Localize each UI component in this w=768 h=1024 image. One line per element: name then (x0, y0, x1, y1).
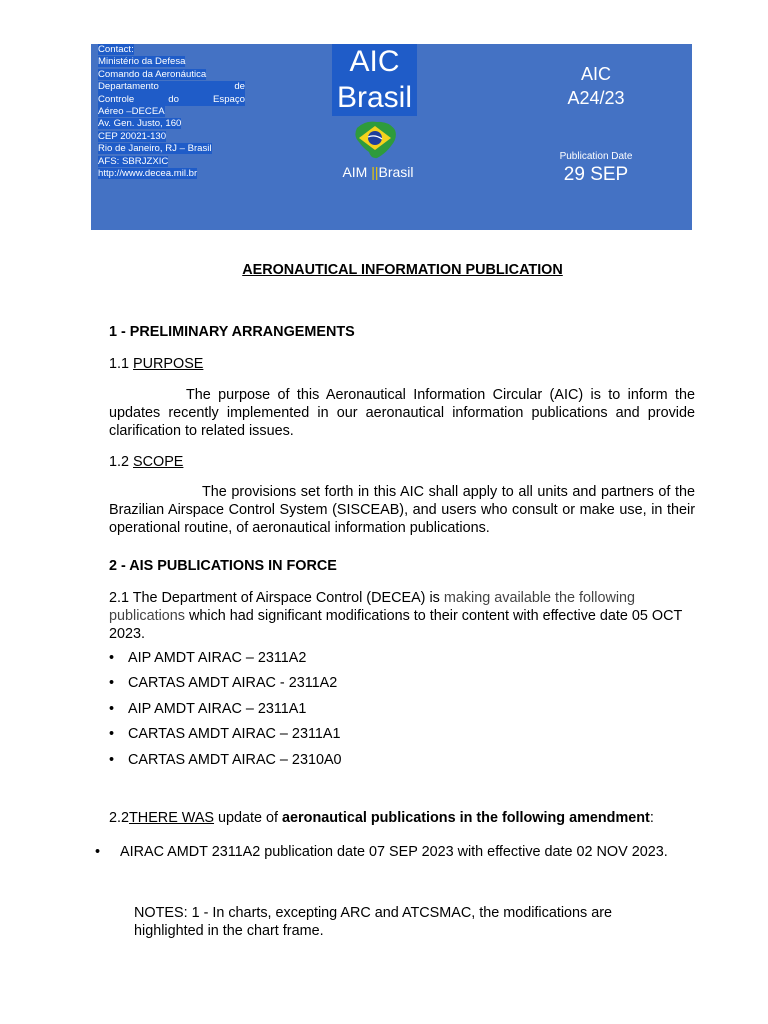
publications-list (109, 649, 342, 776)
contact-line: CEP 20021-130 (98, 130, 167, 142)
aim-brasil-label: AIM ||Brasil (342, 164, 414, 180)
aic-number: A24/23 (567, 88, 625, 108)
notes-paragraph: NOTES: 1 - In charts, excepting ARC and ATCSMAC, the modifications are highlighted in the chart frame. (134, 905, 613, 939)
contact-line: Rio de Janeiro, RJ – Brasil (98, 143, 212, 155)
contact-line: Contact: (98, 44, 134, 55)
contact-line: AFS: SBRJZXIC (98, 155, 169, 167)
section-2-1-paragraph: 2.1 The Department of Airspace Control (DECEA) is making available the following publications which had significant modifications to their content with effective date 05 OCT 2023. (109, 590, 683, 642)
publication-date: 29 SEP (563, 164, 629, 185)
aic-brasil-logo-text (332, 44, 417, 116)
contact-website-link[interactable]: http://www.decea.mil.br (98, 168, 198, 180)
list-item: • CARTAS AMDT AIRAC - 2311A2 (109, 674, 342, 699)
section-2-2-paragraph: 2.2THERE WAS update of aeronautical publications in the following amendment: (109, 810, 654, 826)
contact-line: Comando da Aeronáutica (98, 68, 207, 80)
contact-line: Av. Gen. Justo, 160 (98, 118, 182, 130)
amendment-list-item: • AIRAC AMDT 2311A2 publication date 07 SEP 2023 with effective date 02 NOV 2023. (95, 844, 668, 860)
contact-line: Departamento de (98, 81, 245, 93)
scope-paragraph: The provisions set forth in this AIC shall apply to all units and partners of the Brazilian Airspace Control System (SISCEAB), and users who consult or make use, in their operational routine, of aeronautical information publications. (109, 484, 695, 536)
contact-line: Aéreo –DECEA (98, 106, 165, 118)
list-item: • CARTAS AMDT AIRAC – 2311A1 (109, 725, 342, 750)
brand-aic: AIC (332, 44, 417, 80)
contact-line: Ministério da Defesa (98, 56, 186, 68)
aic-header-banner (91, 44, 692, 230)
section-2-heading: 2 - AIS PUBLICATIONS IN FORCE (109, 558, 337, 574)
list-item: • AIP AMDT AIRAC – 2311A1 (109, 700, 342, 725)
section-1-1-heading: 1.1 PURPOSE (109, 356, 204, 372)
brand-brasil: Brasil (332, 80, 417, 116)
aic-label: AIC (580, 64, 611, 84)
document-title: AERONAUTICAL INFORMATION PUBLICATION (242, 262, 563, 278)
publication-date-label: Publication Date (559, 151, 633, 162)
purpose-paragraph: The purpose of this Aeronautical Information Circular (AIC) is to inform the updates recently implemented in our aeronautical information publications and provide clarification to related issues. (109, 387, 695, 439)
bullet: • (95, 844, 101, 860)
section-1-heading: 1 - PRELIMINARY ARRANGEMENTS (109, 324, 355, 340)
section-1-2-heading: 1.2 SCOPE (109, 454, 184, 470)
contact-block (98, 44, 245, 180)
brazil-flag-map-icon (351, 118, 399, 160)
list-item: • AIP AMDT AIRAC – 2311A2 (109, 649, 342, 674)
aic-number-block (547, 62, 645, 110)
contact-line: Controle do Espaço (98, 93, 245, 105)
list-item: • CARTAS AMDT AIRAC – 2310A0 (109, 751, 342, 776)
